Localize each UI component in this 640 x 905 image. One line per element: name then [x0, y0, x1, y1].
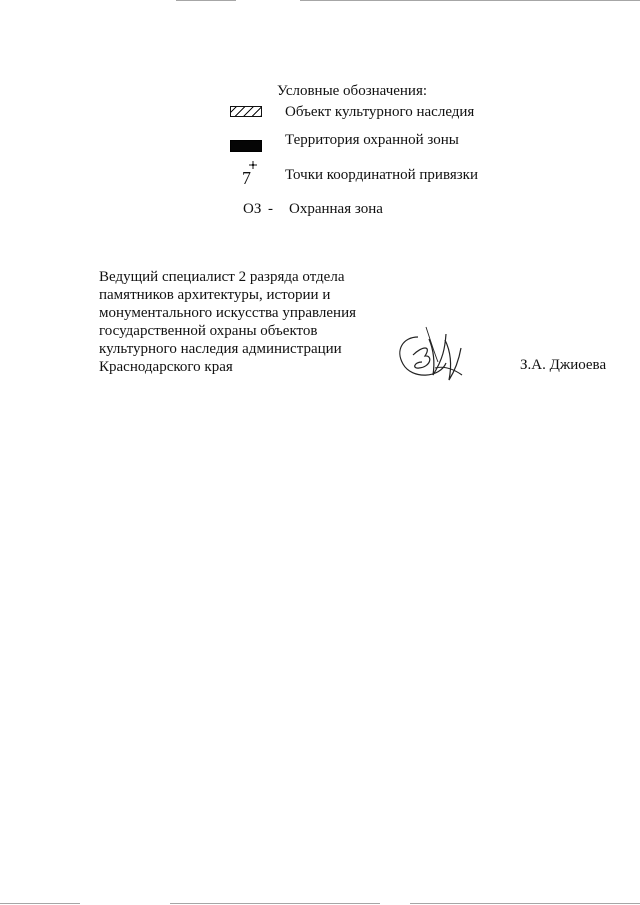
bottom-scan-line-middle: [170, 903, 380, 904]
position-line: Краснодарского края: [99, 359, 233, 375]
bottom-scan-line-right: [410, 903, 640, 904]
signer-name: З.А. Джиоева: [520, 357, 607, 373]
position-line: монументального искусства управления: [99, 305, 356, 321]
top-scan-line-left: [176, 0, 236, 1]
position-line: Ведущий специалист 2 разряда отдела: [99, 269, 345, 285]
bottom-scan-line-left: [0, 903, 80, 904]
top-scan-line-right: [300, 0, 640, 1]
legend-item-coordinate-points: Точки координатной привязки: [285, 167, 478, 183]
protection-zone-black-box-icon: [230, 140, 262, 152]
position-line: государственной охраны объектов: [99, 323, 318, 339]
coordinate-point-cross-icon: [249, 161, 257, 169]
position-line: культурного наследия администрации: [99, 341, 342, 357]
signer-position-block: [99, 268, 356, 376]
position-line: памятников архитектуры, истории и: [99, 287, 331, 303]
legend-item-cultural-heritage: Объект культурного наследия: [285, 104, 475, 120]
legend-title: Условные обозначения:: [277, 83, 428, 99]
legend-item-protection-zone-territory: Территория охранной зоны: [285, 132, 459, 148]
coordinate-point-number: 7: [242, 168, 251, 188]
handwritten-signature: [395, 320, 467, 386]
cultural-heritage-hatch-icon: [230, 106, 262, 117]
oz-dash: -: [268, 201, 273, 217]
oz-abbreviation: ОЗ: [243, 201, 262, 217]
legend-item-oz: Охранная зона: [289, 201, 383, 217]
